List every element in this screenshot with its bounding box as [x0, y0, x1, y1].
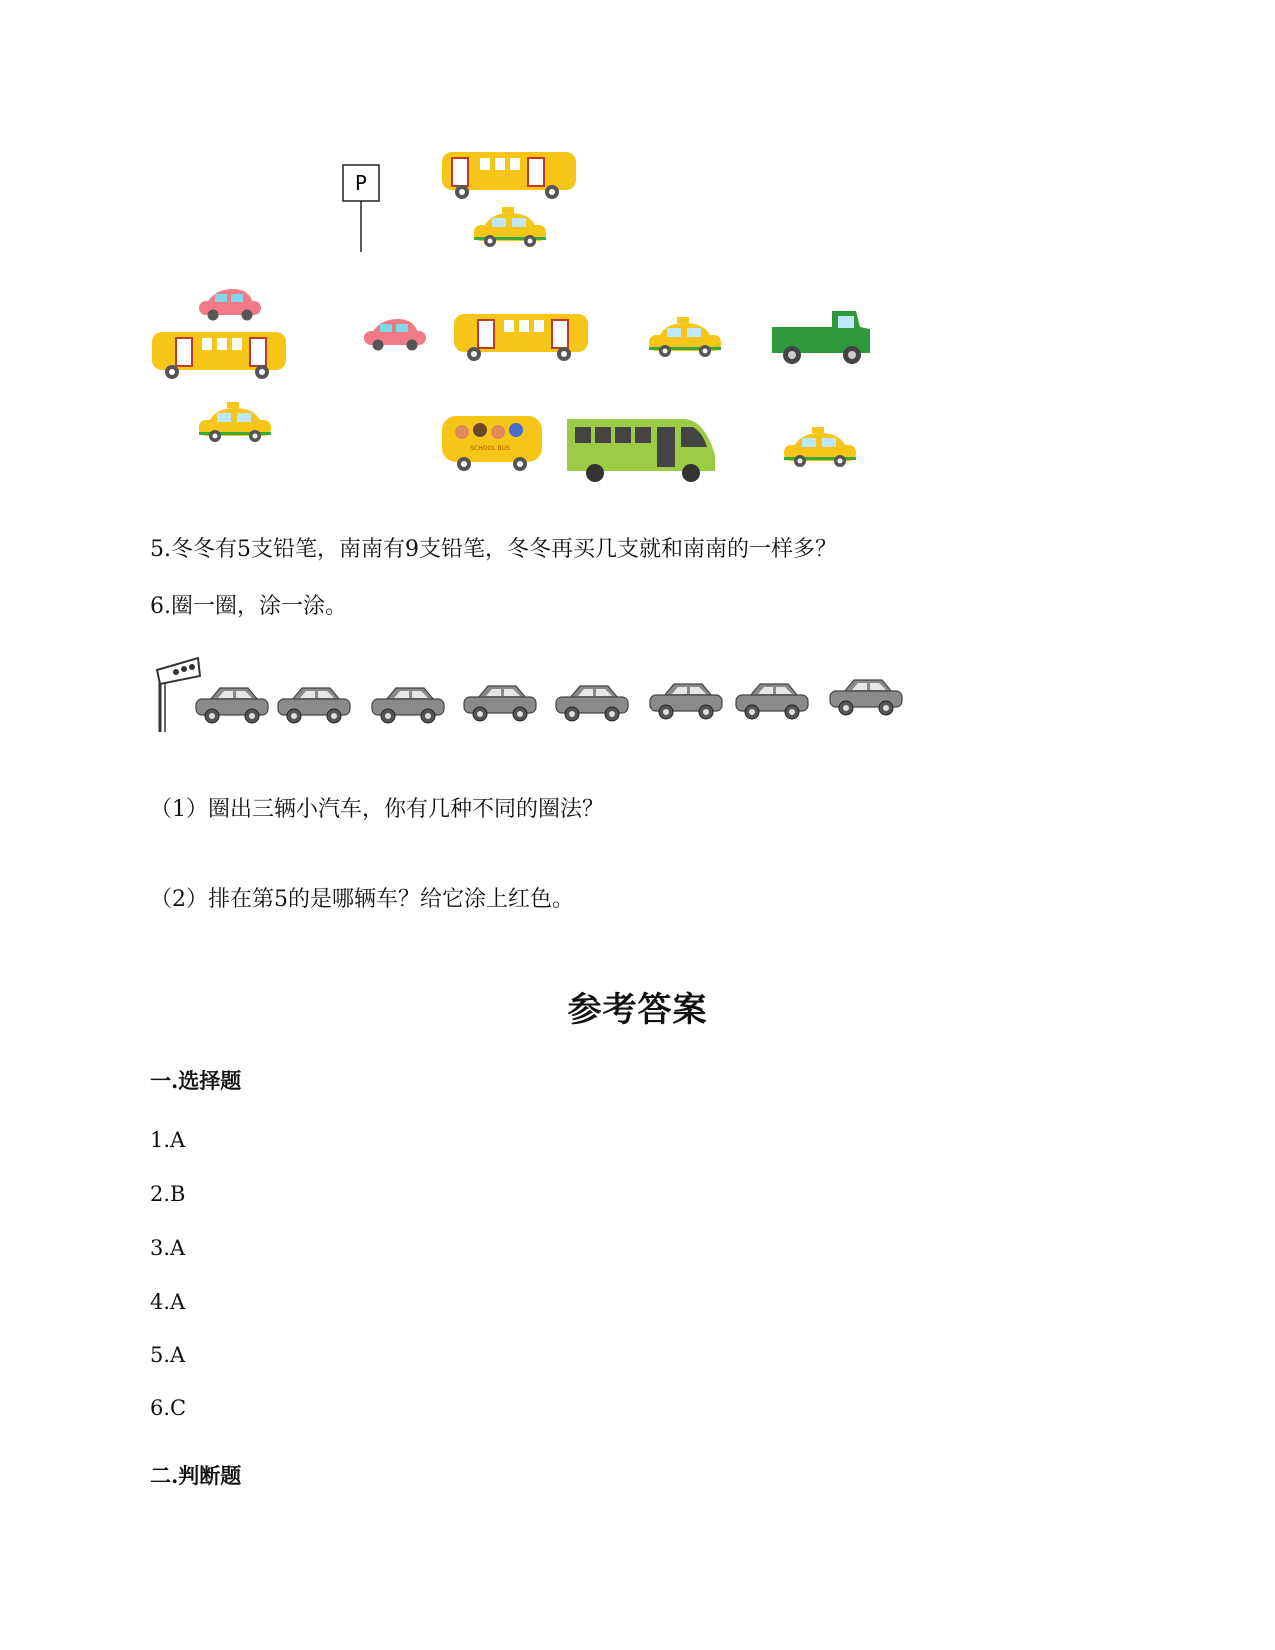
truck-icon: [770, 305, 875, 367]
answer-4: 4.A: [150, 1290, 186, 1314]
gray-car-icon: [826, 674, 906, 718]
section-choice-heading: 一.选择题: [150, 1068, 242, 1093]
section-judgment-heading: 二.判断题: [150, 1463, 242, 1488]
pink-car-icon: [360, 315, 430, 355]
gray-car-icon: [274, 682, 354, 726]
question-5: 5.冬冬有5支铅笔，南南有9支铅笔，冬冬再买几支就和南南的一样多？: [150, 537, 837, 562]
pink-car-icon: [195, 285, 265, 325]
question-6: 6.圈一圈，涂一涂。: [150, 594, 347, 619]
gray-car-icon: [460, 680, 540, 724]
answer-5: 5.A: [150, 1343, 186, 1367]
vehicle-illustration: [0, 0, 1275, 500]
answer-key-title: 参考答案: [567, 990, 708, 1030]
gray-car-icon: [732, 678, 812, 722]
yellow-bus-icon: [452, 312, 592, 362]
gray-car-icon: [368, 682, 448, 726]
taxi-icon: [195, 400, 275, 446]
gray-car-icon: [646, 678, 726, 722]
school-bus-label: SCHOOL BUS: [470, 445, 510, 452]
taxi-icon: [780, 425, 860, 471]
answer-1: 1.A: [150, 1128, 186, 1152]
gray-car-icon: [552, 680, 632, 724]
sub-question-1: （1）圈出三辆小汽车，你有几种不同的圈法？: [150, 797, 604, 822]
school-bus-icon: [440, 410, 545, 475]
taxi-icon: [470, 205, 550, 251]
answer-3: 3.A: [150, 1236, 186, 1260]
car-row: [150, 650, 950, 740]
sub-question-2: （2）排在第5的是哪辆车？给它涂上红色。: [150, 887, 574, 912]
gray-car-icon: [192, 682, 272, 726]
green-bus-icon: [565, 415, 720, 485]
yellow-bus-icon: [440, 150, 580, 200]
taxi-icon: [645, 315, 725, 361]
answer-2: 2.B: [150, 1182, 186, 1206]
parking-sign: [342, 164, 382, 254]
yellow-bus-icon: [150, 330, 290, 380]
parking-sign-label: P: [354, 171, 368, 195]
answer-6: 6.C: [150, 1396, 187, 1420]
